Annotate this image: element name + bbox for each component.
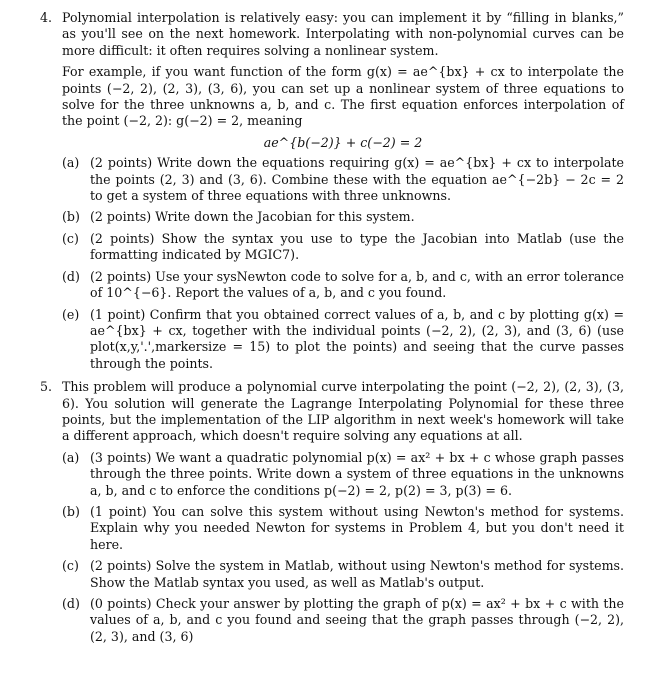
problem-number: 4. — [40, 10, 53, 25]
part-label: (b) — [62, 503, 80, 519]
part-c — [62, 558, 624, 591]
problem-4 — [40, 10, 624, 372]
part-c — [62, 231, 624, 264]
part-text: (1 point) You can solve this system without using Newton's method for systems. Explain why you needed Newton for systems in Problem 4, but you don't need it here. — [90, 503, 624, 552]
part-label: (d) — [62, 268, 80, 284]
parts-list — [62, 450, 624, 645]
part-label: (d) — [62, 596, 80, 611]
problem-intro: Polynomial interpolation is relatively easy: you can implement it by “filling in blanks,” as you'll see on the next homework. Interpolating with non-polynomial curves can be more difficult: it often requires solving a nonlinear system. — [62, 10, 624, 58]
problem-5 — [40, 379, 624, 645]
part-text: (2 points) Write down the Jacobian for this system. — [90, 209, 415, 225]
part-text: (2 points) Write down the equations requiring g(x) = ae^{bx} + cx to interpolate the points (2, 3) and (3, 6). Combine these with the equation ae^{−2b} − 2c = 2 to get a system of three equations with three unknowns. — [90, 155, 624, 204]
part-label: (a) — [62, 449, 80, 465]
part-a — [62, 155, 624, 204]
problem-number: 5. — [40, 379, 53, 395]
part-b — [62, 504, 624, 553]
part-text: (2 points) Use your sysNewton code to solve for a, b, and c, with an error tolerance of 10^{−6}. Report the values of a, b, and c you found. — [90, 268, 624, 301]
display-equation: ae^{b(−2)} + c(−2) = 2 — [263, 134, 423, 150]
part-label: (c) — [62, 558, 79, 574]
problem-example: For example, if you want function of the form g(x) = ae^{bx} + cx to interpolate the points (−2, 2), (2, 3), (3, 6), you can set up a nonlinear system of three equations to solve for the three unknowns a, b, and c. The first equation enforces interpolation of the point (−2, 2): g(−2) = 2, meaning — [62, 64, 624, 129]
part-text: (3 points) We want a quadratic polynomial p(x) = ax² + bx + c whose graph passes through the three points. Write down a system of three equations in the unknowns a, b, and c to enforce the conditions p(−2) = 2, p(2) = 3, p(3) = 6. — [90, 449, 624, 498]
part-label: (e) — [62, 306, 80, 322]
part-text: (2 points) Show the syntax you use to type the Jacobian into Matlab (use the formatting indicated by MGIC7). — [90, 230, 624, 263]
part-text: (1 point) Confirm that you obtained correct values of a, b, and c by plotting g(x) = ae^{bx} + cx, together with the individual points (−2, 2), (2, 3), and (3, 6) (use plot(x,y,'.',markersize = 15) to plot the points) and seeing that the curve passes through the points. — [90, 306, 624, 371]
part-label: (c) — [62, 230, 79, 246]
part-b — [62, 209, 624, 225]
parts-list — [62, 155, 624, 372]
part-a — [62, 450, 624, 499]
part-d — [62, 596, 624, 645]
part-label: (b) — [62, 209, 80, 225]
part-text: (2 points) Solve the system in Matlab, without using Newton's method for systems. Show the Matlab syntax you used, as well as Matlab's output. — [90, 558, 624, 590]
part-e — [62, 307, 624, 373]
part-text: (0 points) Check your answer by plotting the graph of p(x) = ax² + bx + c with the values of a, b, and c you found and seeing that the graph passes through (−2, 2), (2, 3), and (3, 6) — [90, 596, 624, 644]
part-label: (a) — [62, 155, 80, 171]
problem-intro: This problem will produce a polynomial curve interpolating the point (−2, 2), (2, 3), (3, 6). You solution will generate the Lagrange Interpolating Polynomial for these three points, but the implementation of the LIP algorithm in next week's homework will take a different approach, which doesn't require solving any equations at all. — [62, 379, 624, 444]
part-d — [62, 269, 624, 302]
